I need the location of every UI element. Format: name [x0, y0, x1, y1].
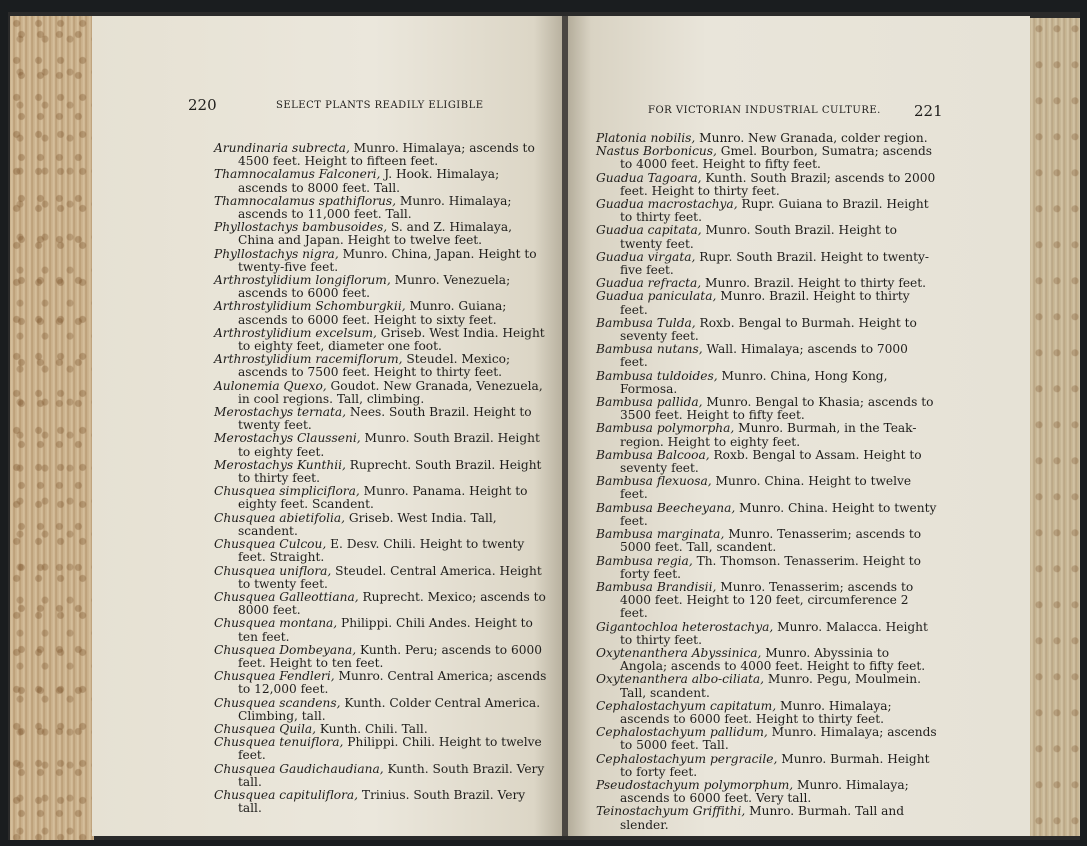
plant-name: Chusquea Quila,	[214, 721, 317, 736]
plant-name: Arthrostylidium Schomburgkii,	[214, 299, 406, 314]
plant-name: Guadua refracta,	[596, 276, 702, 291]
plant-description: Nees. South Brazil. Height to twenty feet.	[238, 405, 532, 433]
plant-entry	[214, 736, 548, 762]
plant-entry	[214, 274, 548, 300]
plant-description: Munro. Tenasserim; ascends to 5000 feet. Tall, scandent.	[620, 527, 922, 555]
plant-description: Griseb. West India. Height to eighty feet, diameter one foot.	[238, 325, 545, 354]
plant-entry	[596, 145, 938, 171]
plant-name: Bambusa polymorpha,	[596, 421, 735, 436]
plant-description: Kunth. South Brazil. Very tall.	[238, 761, 545, 789]
plant-entry	[596, 172, 938, 198]
plant-name: Platonia nobilis,	[596, 131, 696, 145]
plant-entry	[214, 485, 548, 511]
plant-name: Arthrostylidium racemiflorum,	[214, 352, 403, 367]
plant-name: Chusquea scandens,	[214, 695, 341, 710]
plant-entry	[214, 538, 548, 564]
plant-entry	[214, 432, 548, 458]
right-page-header: FOR VICTORIAN INDUSTRIAL CULTURE.	[648, 105, 881, 116]
plant-entry	[596, 198, 938, 224]
plant-entry	[214, 512, 548, 538]
plant-description: Steudel. Mexico; ascends to 7500 feet. Height to thirty feet.	[238, 352, 511, 380]
plant-description: Ruprecht. South Brazil. Height to thirty feet.	[238, 457, 542, 486]
plant-description: Munro. Panama. Height to eighty feet. Scandent.	[238, 484, 528, 512]
plant-entry	[596, 251, 938, 277]
plant-description: Munro. South Brazil. Height to eighty feet.	[238, 431, 540, 459]
plant-name: Guadua virgata,	[596, 249, 696, 264]
plant-name: Arthrostylidium longiflorum,	[214, 273, 391, 288]
plant-name: Bambusa nutans,	[596, 342, 703, 357]
plant-description: Roxb. Bengal to Assam. Height to seventy feet.	[620, 447, 922, 476]
plant-description: Th. Thomson. Tenasserim. Height to forty feet.	[620, 553, 922, 581]
plant-description: Philippi. Chili Andes. Height to ten feet.	[238, 616, 533, 644]
plant-description: Munro. China, Hong Kong, Formosa.	[620, 368, 888, 396]
plant-description: Munro. Himalaya; ascends to 6000 feet. Height to thirty feet.	[620, 698, 892, 726]
plant-entry	[596, 528, 938, 554]
plant-entry	[596, 422, 938, 448]
plant-entry	[596, 475, 938, 501]
plant-entry	[596, 224, 938, 250]
plant-name: Oxytenanthera Abyssinica,	[596, 645, 762, 660]
plant-name: Phyllostachys nigra,	[214, 246, 339, 261]
plant-description: Munro. Central America; ascends to 12,000 feet.	[238, 669, 547, 697]
plant-name: Bambusa regia,	[596, 553, 693, 568]
plant-description: Munro. South Brazil. Height to twenty feet.	[620, 223, 897, 251]
plant-entry	[596, 673, 938, 699]
right-entry-list	[596, 132, 938, 832]
plant-name: Bambusa Balcooa,	[596, 447, 710, 462]
plant-entry	[596, 700, 938, 726]
plant-name: Pseudostachyum polymorphum,	[596, 777, 794, 792]
plant-description: Gmel. Bourbon, Sumatra; ascends to 4000 feet. Height to fifty feet.	[620, 144, 933, 172]
plant-entry	[214, 789, 548, 815]
plant-name: Gigantochloa heterostachya,	[596, 619, 774, 634]
plant-name: Chusquea Dombeyana,	[214, 642, 357, 657]
plant-entry	[214, 195, 548, 221]
plant-entry	[214, 406, 548, 432]
plant-description: Wall. Himalaya; ascends to 7000 feet.	[620, 342, 908, 370]
plant-description: Kunth. Peru; ascends to 6000 feet. Height to ten feet.	[238, 642, 542, 670]
plant-description: Munro. Bengal to Khasia; ascends to 3500 feet. Height to fifty feet.	[620, 395, 934, 423]
plant-description: S. and Z. Himalaya, China and Japan. Height to twelve feet.	[238, 220, 512, 248]
plant-entry	[214, 644, 548, 670]
plant-entry	[596, 343, 938, 369]
plant-name: Chusquea Galleottiana,	[214, 589, 359, 604]
plant-entry	[214, 168, 548, 194]
plant-name: Bambusa marginata,	[596, 527, 725, 542]
plant-name: Chusquea capituliflora,	[214, 787, 359, 802]
plant-description: Munro. Burmah. Height to forty feet.	[620, 751, 930, 779]
plant-entry	[214, 670, 548, 696]
plant-name: Thamnocalamus spathiflorus,	[214, 193, 397, 208]
left-page-number: 220	[188, 96, 217, 114]
plant-entry	[214, 697, 548, 723]
plant-description: Munro. Tenasserim; ascends to 4000 feet. Height to 120 feet, circumference 2 feet.	[620, 579, 914, 621]
plant-entry	[214, 565, 548, 591]
plant-name: Guadua capitata,	[596, 223, 702, 238]
plant-description: Rupr. Guiana to Brazil. Height to thirty feet.	[620, 197, 929, 225]
plant-name: Cephalostachyum capitatum,	[596, 698, 777, 713]
plant-entry	[596, 317, 938, 343]
plant-description: Munro. China. Height to twenty feet.	[620, 500, 937, 528]
plant-entry	[596, 290, 938, 316]
plant-entry	[214, 591, 548, 617]
plant-entry	[214, 327, 548, 353]
plant-entry	[214, 142, 548, 168]
plant-entry	[214, 248, 548, 274]
plant-description: Munro. Brazil. Height to thirty feet.	[701, 276, 927, 291]
plant-name: Bambusa Brandisii,	[596, 579, 717, 594]
plant-description: Roxb. Bengal to Burmah. Height to seventy feet.	[620, 315, 917, 344]
plant-entry	[596, 370, 938, 396]
plant-description: Steudel. Central America. Height to twenty feet.	[238, 563, 542, 591]
plant-name: Chusquea Gaudichaudiana,	[214, 761, 384, 776]
plant-description: Munro. Himalaya; ascends to 5000 feet. Tall.	[620, 725, 937, 753]
plant-name: Cephalostachyum pallidum,	[596, 725, 768, 740]
plant-entry	[596, 449, 938, 475]
plant-description: J. Hook. Himalaya; ascends to 8000 feet. Tall.	[238, 167, 500, 195]
plant-description: Kunth. South Brazil; ascends to 2000 feet. Height to thirty feet.	[620, 170, 936, 198]
left-entry-list	[214, 142, 548, 815]
plant-entry	[596, 753, 938, 779]
plant-description: Munro. Malacca. Height to thirty feet.	[620, 619, 928, 647]
plant-entry	[596, 502, 938, 528]
plant-entry	[596, 555, 938, 581]
plant-name: Nastus Borbonicus,	[596, 144, 717, 159]
plant-entry	[214, 380, 548, 406]
plant-name: Chusquea tenuiflora,	[214, 735, 344, 750]
plant-description: Kunth. Colder Central America. Climbing, tall.	[238, 695, 541, 723]
plant-description: Munro. Himalaya; ascends to 6000 feet. Very tall.	[620, 777, 909, 806]
plant-name: Bambusa flexuosa,	[596, 474, 712, 489]
plant-description: Kunth. Chili. Tall.	[316, 721, 428, 736]
left-page-edges	[10, 16, 94, 840]
plant-name: Bambusa tuldoides,	[596, 368, 718, 383]
plant-name: Chusquea uniflora,	[214, 563, 332, 578]
plant-description: Philippi. Chili. Height to twelve feet.	[238, 735, 542, 763]
right-page-edges	[1030, 18, 1080, 836]
plant-entry	[596, 779, 938, 805]
plant-name: Chusquea Fendleri,	[214, 669, 335, 684]
plant-entry	[596, 396, 938, 422]
plant-name: Aulonemia Quexo,	[214, 378, 327, 393]
plant-name: Merostachys ternata,	[214, 405, 347, 420]
plant-name: Phyllostachys bambusoides,	[214, 220, 388, 235]
plant-name: Arthrostylidium excelsum,	[214, 325, 377, 340]
left-page	[92, 16, 562, 836]
plant-entry	[214, 617, 548, 643]
plant-name: Guadua Tagoara,	[596, 170, 702, 185]
plant-entry	[596, 805, 938, 831]
plant-description: Munro. New Granada, colder region.	[695, 131, 928, 145]
plant-description: Munro. Brazil. Height to thirty feet.	[620, 289, 910, 317]
right-page	[568, 16, 1030, 836]
plant-name: Cephalostachyum pergracile,	[596, 751, 778, 766]
plant-description: Rupr. South Brazil. Height to twenty-five feet.	[620, 249, 930, 278]
plant-name: Guadua paniculata,	[596, 289, 717, 304]
plant-name: Chusquea abietifolia,	[214, 510, 346, 525]
plant-name: Thamnocalamus Falconeri,	[214, 167, 381, 182]
plant-entry	[214, 300, 548, 326]
plant-entry	[596, 647, 938, 673]
plant-name: Teinostachyum Griffithi,	[596, 804, 746, 819]
plant-description: Munro. Venezuela; ascends to 6000 feet.	[238, 273, 511, 301]
plant-name: Merostachys Clausseni,	[214, 431, 361, 446]
plant-name: Chusquea Culcou,	[214, 537, 327, 552]
plant-description: Munro. China, Japan. Height to twenty-five feet.	[238, 246, 537, 274]
plant-description: Goudot. New Granada, Venezuela, in cool regions. Tall, climbing.	[238, 378, 543, 406]
plant-description: Munro. Abyssinia to Angola; ascends to 4000 feet. Height to fifty feet.	[620, 645, 926, 674]
plant-description: Griseb. West India. Tall, scandent.	[238, 510, 497, 538]
plant-name: Chusquea montana,	[214, 616, 338, 631]
plant-name: Guadua macrostachya,	[596, 197, 738, 212]
plant-name: Oxytenanthera albo-ciliata,	[596, 672, 764, 687]
plant-entry	[596, 726, 938, 752]
plant-name: Chusquea simpliciflora,	[214, 484, 360, 499]
plant-description: E. Desv. Chili. Height to twenty feet. Straight.	[238, 537, 525, 565]
plant-entry	[214, 459, 548, 485]
plant-entry	[596, 621, 938, 647]
plant-entry	[214, 221, 548, 247]
plant-description: Munro. Guiana; ascends to 6000 feet. Height to sixty feet.	[238, 299, 507, 327]
plant-entry	[596, 581, 938, 621]
plant-description: Munro. Burmah, in the Teak-region. Height to eighty feet.	[620, 421, 917, 449]
plant-name: Merostachys Kunthii,	[214, 457, 346, 472]
right-page-number: 221	[914, 102, 943, 120]
plant-description: Trinius. South Brazil. Very tall.	[238, 787, 526, 816]
plant-description: Munro. China. Height to twelve feet.	[620, 474, 912, 502]
left-page-header: SELECT PLANTS READILY ELIGIBLE	[276, 100, 484, 111]
plant-description: Munro. Himalaya; ascends to 4500 feet. Height to fifteen feet.	[238, 141, 535, 169]
plant-name: Bambusa Tulda,	[596, 315, 696, 330]
plant-name: Bambusa Beecheyana,	[596, 500, 736, 515]
plant-description: Ruprecht. Mexico; ascends to 8000 feet.	[238, 589, 546, 618]
plant-description: Munro. Pegu, Moulmein. Tall, scandent.	[620, 672, 921, 700]
plant-description: Munro. Burmah. Tall and slender.	[620, 804, 905, 832]
plant-entry	[214, 763, 548, 789]
plant-description: Munro. Himalaya; ascends to 11,000 feet. Tall.	[238, 193, 512, 222]
plant-name: Arundinaria subrecta,	[214, 141, 350, 155]
plant-entry	[214, 353, 548, 379]
plant-name: Bambusa pallida,	[596, 395, 703, 410]
